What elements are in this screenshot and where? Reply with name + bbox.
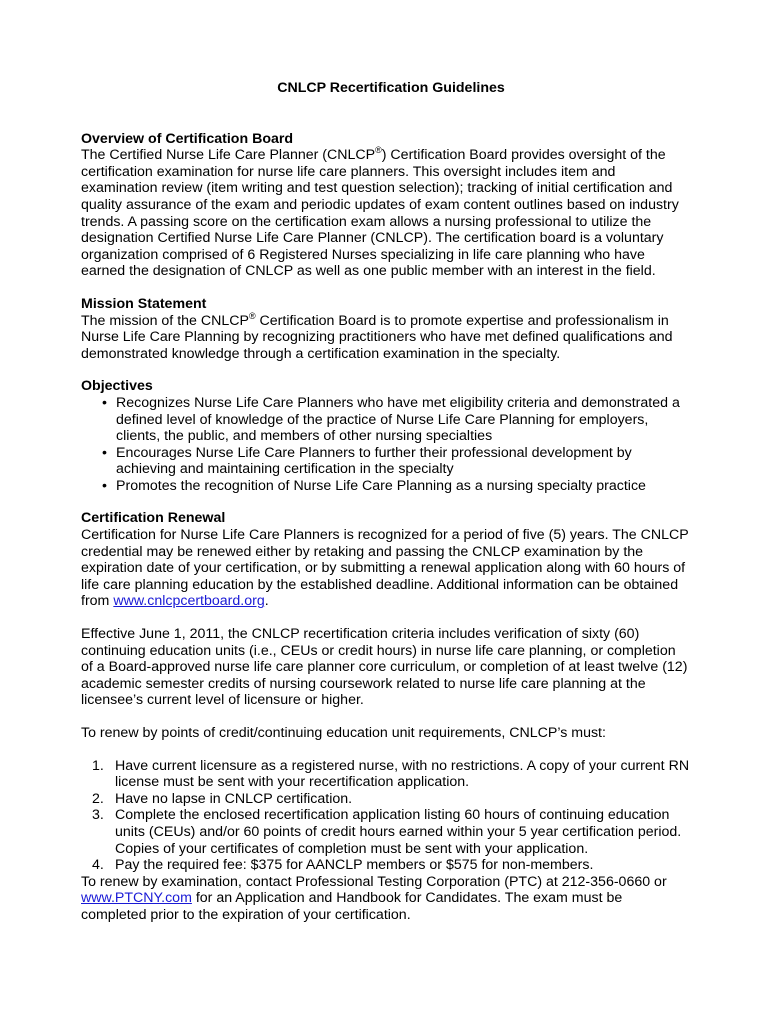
step-number: 4. bbox=[92, 857, 104, 874]
overview-text-rest: ) Certification Board provides oversight of the certification examination for nurse life care planners. This oversight includes item and examination review (item writing and test question selection); tracking of initial certification and quality assurance of the exam and periodic updates of exam content outlines based on industry trends. A passing score on the certification exam allows a nursing professional to utilize the designation Certified Nurse Life Care Planner (CNLCP). The certification board is a voluntary organization comprised of 6 Registered Nurses specializing in life care planning who have earned the designation of CNLCP as well as one public member with an interest in the field. bbox=[81, 147, 679, 280]
renewal-p4-end: for an Application and Handbook for Candidates. The exam must be completed prior to the expiration of your certification. bbox=[81, 890, 623, 923]
step-text: Complete the enclosed recertification application listing 60 hours of continuing education units (CEUs) and/or 60 points of credit hours earned within your 5 year certification period. Copies of your certificates of completion must be sent with your application. bbox=[115, 807, 682, 857]
page-title: CNLCP Recertification Guidelines bbox=[277, 80, 505, 96]
ptcny-link[interactable]: www.PTCNY.com bbox=[81, 890, 192, 907]
step-number: 2. bbox=[92, 790, 104, 807]
list-item bbox=[92, 857, 691, 874]
list-item bbox=[92, 791, 691, 808]
mission-paragraph bbox=[81, 310, 691, 363]
registered-mark: ® bbox=[375, 145, 382, 156]
renewal-p1-text: Certification for Nurse Life Care Planners is recognized for a period of five (5) years. The CNLCP credential may be renewed either by retaking and passing the CNLCP examination by the expiration date of your certification, or by submitting a renewal application along with 60 hours of life care planning education by the established deadline. Additional information can be obtained from bbox=[81, 527, 689, 610]
step-text: Have no lapse in CNLCP certification. bbox=[115, 790, 353, 807]
overview-text-start: The Certified Nurse Life Care Planner (CNLCP bbox=[81, 147, 376, 164]
mission-section bbox=[81, 296, 691, 362]
renewal-paragraph-2: Effective June 1, 2011, the CNLCP recertification criteria includes verification of sixty (60) continuing education units (i.e., CEUs or credit hours) in nurse life care planning, or completion of a Board-approved nurse life care planner core curriculum, or completion of at least twelve (12) academic semester credits of nursing coursework related to nurse life care planning at the licensee’s current level of licensure or higher. bbox=[81, 626, 688, 709]
objectives-list bbox=[81, 395, 691, 495]
document-page bbox=[81, 80, 691, 924]
renewal-section bbox=[81, 510, 691, 923]
mission-heading: Mission Statement bbox=[81, 295, 207, 312]
bullet-icon: • bbox=[102, 477, 107, 494]
step-text: Pay the required fee: $375 for AANCLP members or $575 for non-members. bbox=[115, 857, 594, 874]
list-item bbox=[102, 478, 691, 495]
objectives-heading: Objectives bbox=[81, 378, 153, 395]
overview-heading: Overview of Certification Board bbox=[81, 130, 294, 147]
list-item bbox=[102, 445, 691, 478]
list-item bbox=[92, 758, 691, 791]
step-text: Have current licensure as a registered nurse, with no restrictions. A copy of your current RN license must be sent with your recertification application. bbox=[115, 757, 690, 791]
bullet-icon: • bbox=[102, 394, 107, 411]
renewal-heading: Certification Renewal bbox=[81, 510, 226, 527]
list-item bbox=[102, 395, 691, 445]
renewal-paragraph-3: To renew by points of credit/continuing education unit requirements, CNLCP’s must: bbox=[81, 725, 606, 741]
objective-text: Promotes the recognition of Nurse Life Care Planning as a nursing specialty practice bbox=[116, 477, 646, 494]
list-item bbox=[92, 807, 691, 857]
mission-text-start: The mission of the CNLCP bbox=[81, 312, 249, 329]
objective-text: Recognizes Nurse Life Care Planners who have met eligibility criteria and demonstrated a defined level of knowledge of the practice of Nurse Life Care Planning for employers, clients, the public, and members of other nursing specialties bbox=[116, 394, 680, 445]
renewal-p1-end: . bbox=[264, 593, 269, 610]
overview-paragraph bbox=[81, 147, 691, 280]
cnlcp-cert-board-link[interactable]: www.cnlcpcertboard.org bbox=[113, 593, 265, 610]
registered-mark: ® bbox=[248, 310, 256, 321]
step-number: 1. bbox=[92, 757, 104, 774]
overview-section bbox=[81, 131, 691, 280]
renewal-paragraph-1 bbox=[81, 527, 691, 610]
renewal-p4-text: To renew by examination, contact Professional Testing Corporation (PTC) at 212-356-0660 or bbox=[81, 873, 667, 890]
renewal-paragraph-4 bbox=[81, 874, 691, 924]
mission-text-rest: Certification Board is to promote expertise and professionalism in Nurse Life Care Planning by recognizing practitioners who have met defined qualifications and demonstrated knowledge through a certification examination in the specialty. bbox=[81, 312, 673, 362]
objective-text: Encourages Nurse Life Care Planners to further their professional development by achieving and maintaining certification in the specialty bbox=[116, 444, 632, 478]
bullet-icon: • bbox=[102, 444, 107, 461]
objectives-section bbox=[81, 378, 691, 494]
renewal-steps-list bbox=[81, 758, 691, 874]
step-number: 3. bbox=[92, 807, 104, 824]
